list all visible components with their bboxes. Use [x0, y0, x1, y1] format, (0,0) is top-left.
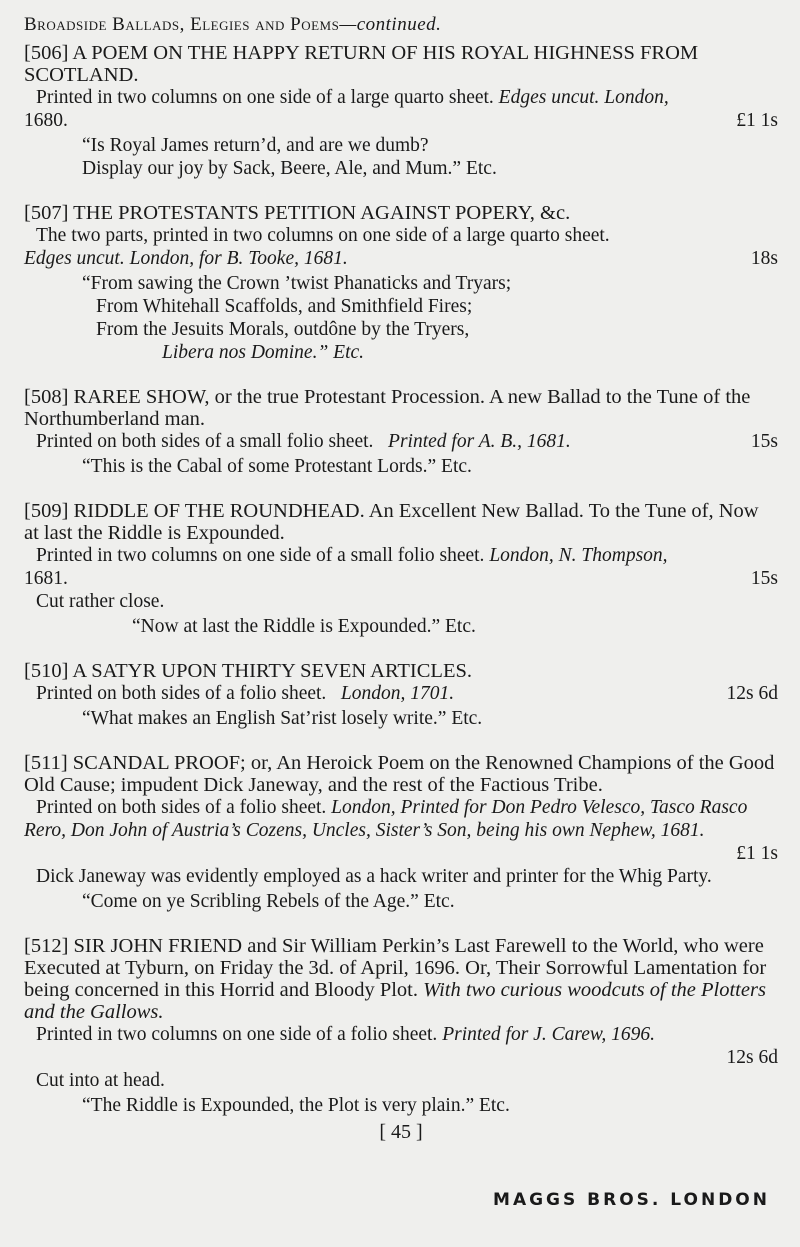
entry-quote: “What makes an English Sat’rist losely write.” Etc. — [82, 708, 483, 729]
publisher-footer: MAGGS BROS. LONDON — [493, 1190, 770, 1210]
entry-price-line: 1681. 15s — [24, 568, 778, 589]
entry-title: [506] A POEM ON THE HAPPY RETURN OF HIS ROYAL HIGHNESS FROM SCOTLAND. — [24, 42, 699, 86]
entry-title: [509] RIDDLE OF THE ROUNDHEAD. An Excellent New Ballad. To the Tune of, Now at last the Riddle is Expounded. — [24, 500, 759, 544]
entry-number: [512] — [24, 935, 69, 957]
entry-number: [511] — [24, 752, 68, 774]
entry-number: [506] — [24, 42, 69, 64]
entry-price: 15s — [750, 568, 778, 589]
entry-quote: “Now at last the Riddle is Expounded.” Etc. — [132, 616, 476, 637]
entry-number: [507] — [24, 202, 69, 224]
running-head-title: Broadside Ballads, Elegies and Poems — [24, 14, 340, 35]
entry-note: Cut into at head. — [36, 1070, 165, 1091]
running-head — [24, 14, 778, 36]
entry-title: [508] RAREE SHOW, or the true Protestant Procession. A new Ballad to the Tune of the Northumberland man. — [24, 386, 751, 430]
entry-quote: “Is Royal James return’d, and are we dumb? Display our joy by Sack, Beere, Ale, and Mum.” Etc. — [82, 135, 497, 179]
entry-price: 12s 6d — [726, 683, 778, 704]
entry-price: £1 1s — [736, 110, 778, 131]
catalogue-entry-506 — [24, 42, 778, 180]
entry-note: Dick Janeway was evidently employed as a hack writer and printer for the Whig Party. — [36, 866, 712, 887]
entry-price: 15s — [750, 431, 778, 452]
entry-price: 18s — [750, 248, 778, 269]
catalogue-entry-512 — [24, 935, 778, 1117]
entry-price-line: Edges uncut. London, for B. Tooke, 1681. 18s — [24, 248, 778, 269]
catalogue-entry-511 — [24, 752, 778, 913]
entry-title: [510] A SATYR UPON THIRTY SEVEN ARTICLES. — [24, 660, 473, 682]
entry-quote: “This is the Cabal of some Protestant Lords.” Etc. — [82, 456, 472, 477]
entry-number: [508] — [24, 386, 69, 408]
entry-price: 12s 6d — [726, 1047, 778, 1068]
entry-description: Printed in two columns on one side of a large quarto sheet. Edges uncut. London, — [36, 87, 669, 108]
entry-price-line: Printed on both sides of a small folio sheet. Printed for A. B., 1681. 15s — [36, 431, 778, 452]
entry-description: Printed in two columns on one side of a folio sheet. Printed for J. Carew, 1696. — [36, 1024, 656, 1045]
entry-price-line: 1680. £1 1s — [24, 110, 778, 131]
catalogue-entry-510 — [24, 660, 778, 730]
entry-price: £1 1s — [736, 843, 778, 864]
running-head-continued: —continued. — [339, 14, 442, 35]
entry-number: [509] — [24, 500, 69, 522]
catalogue-entry-507 — [24, 202, 778, 364]
page-number: [ 45 ] — [379, 1121, 423, 1143]
entry-number: [510] — [24, 660, 69, 682]
catalogue-entry-509 — [24, 500, 778, 638]
entry-title: [507] THE PROTESTANTS PETITION AGAINST POPERY, &c. — [24, 202, 571, 224]
entry-title: [512] SIR JOHN FRIEND and Sir William Perkin’s Last Farewell to the World, who were Executed at Tyburn, on Friday the 3d. of April, 1696. Or, Their Sorrowful Lamentation for being concerned in this Horrid and Bloody Plot. With two curious woodcuts of the Plotters and the Gallows. — [24, 935, 767, 1023]
entry-quote: “Come on ye Scribling Rebels of the Age.” Etc. — [82, 891, 455, 912]
entry-quote: “The Riddle is Expounded, the Plot is very plain.” Etc. — [82, 1095, 510, 1116]
catalogue-entry-508 — [24, 386, 778, 478]
entry-title: [511] SCANDAL PROOF; or, An Heroick Poem on the Renowned Champions of the Good Old Cause; impudent Dick Janeway, and the rest of the Factious Tribe. — [24, 752, 775, 796]
entry-description: Printed in two columns on one side of a small folio sheet. London, N. Thompson, — [36, 545, 668, 566]
entry-description: The two parts, printed in two columns on one side of a large quarto sheet. — [36, 225, 610, 246]
entry-quote: “From sawing the Crown ’twist Phanaticks and Tryars; From Whitehall Scaffolds, and Smithfield Fires; From the Jesuits Morals, outdône by the Tryers, Libera nos Domine.” Etc. — [82, 273, 512, 363]
entry-price-line: Printed on both sides of a folio sheet. London, 1701. 12s 6d — [36, 683, 778, 704]
entry-description: Printed on both sides of a folio sheet. London, Printed for Don Pedro Velesco, Tasco Rasco Rero, Don John of Austria’s Cozens, Uncles, Sister’s Son, being his own Nephew, 1681. — [24, 797, 748, 841]
entry-note: Cut rather close. — [36, 591, 165, 612]
